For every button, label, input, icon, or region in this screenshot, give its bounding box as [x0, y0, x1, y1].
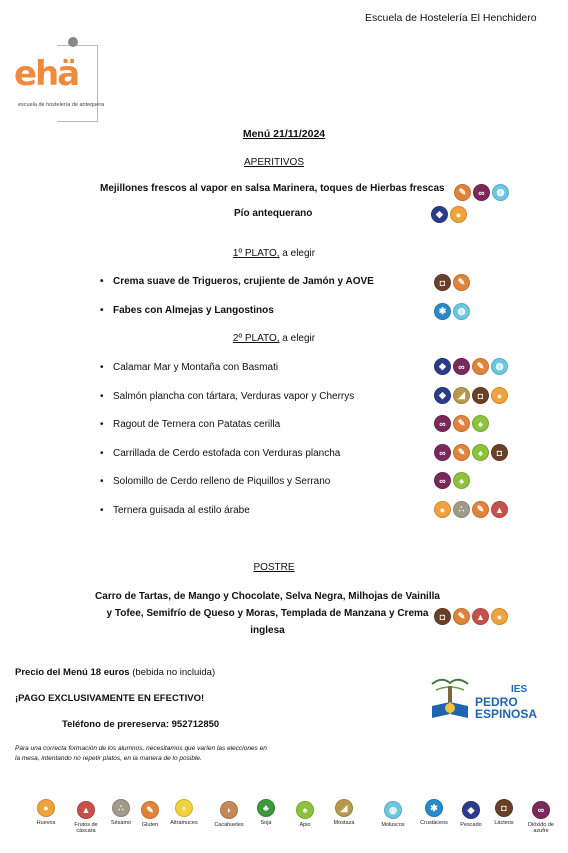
postre-allergens [434, 608, 508, 625]
gluten-icon: ✎ [141, 801, 159, 819]
legend-label: Cacahuetes [214, 822, 244, 828]
legend-label: Crustáceos [420, 820, 448, 826]
altramuces-icon: ∘ [175, 799, 193, 817]
legend-label: Apio [299, 822, 311, 828]
legend-item-apio [285, 801, 325, 828]
moluscos-icon: ◍ [492, 184, 509, 201]
menu-price-note: (bebida no incluida) [129, 667, 216, 678]
aperitivo-name-1: Pío antequerano [234, 208, 313, 219]
legend-label: Moluscos [381, 822, 405, 828]
aperitivos-heading-text: APERITIVOS [243, 157, 304, 168]
legend-item-crustaceos [414, 799, 454, 826]
crustaceos-icon: ✱ [434, 303, 451, 320]
plato2-allergens-5 [434, 501, 508, 518]
reservation-phone-label: Teléfono de prereserva: [62, 719, 172, 730]
logo-dot [68, 37, 78, 47]
plato2-name-1: • Salmón plancha con tártara, Verduras vapor y Cherrys [113, 391, 354, 402]
moluscos-icon: ◍ [384, 801, 402, 819]
plato2-allergens-3 [434, 444, 508, 461]
legend-label: Sésamo [110, 820, 132, 826]
plato2-name-2: • Ragout de Ternera con Patatas cerilla [113, 419, 280, 430]
pescado-icon: ◆ [462, 801, 480, 819]
legend-item-sulfitos [521, 801, 561, 834]
huevos-icon: ● [434, 501, 451, 518]
legend-label: Mostaza [333, 820, 355, 826]
gluten-icon: ✎ [453, 444, 470, 461]
crustaceos-icon: ✱ [425, 799, 443, 817]
moluscos-icon: ◍ [453, 303, 470, 320]
huevos-icon: ● [491, 387, 508, 404]
postre-description: Carro de Tartas, de Mango y Chocolate, Selva Negra, Milhojas de Vainilla y Tofee, Semifrío de Queso y Moras, Templada de Manzana y Crema inglesa [95, 591, 440, 636]
logo-text: ehä [14, 54, 79, 94]
plato2-name-4: • Solomillo de Cerdo relleno de Piquillos y Serrano [113, 476, 330, 487]
legend-item-mostaza [324, 799, 364, 826]
legend-label: Pescado [460, 822, 482, 828]
legend-item-frutos [66, 801, 106, 834]
plato2-name-0: • Calamar Mar y Montaña con Basmati [113, 362, 278, 373]
plato1-heading [0, 248, 548, 259]
legend-label: Gluten [141, 822, 159, 828]
huevos-icon: ● [491, 608, 508, 625]
legend-label: Soja [260, 820, 272, 826]
legend-label: Dióxido de azufre [528, 822, 554, 834]
aperitivo-allergens-0 [454, 184, 509, 201]
plato2-allergens-1 [434, 387, 508, 404]
aperitivo-name-0: Mejillones frescos al vapor en salsa Marinera, toques de Hierbas frescas [100, 183, 445, 194]
lacteos-icon: ◘ [472, 387, 489, 404]
legend-item-cacahuetes [209, 801, 249, 828]
gluten-icon: ✎ [453, 274, 470, 291]
lacteos-icon: ◘ [495, 799, 513, 817]
logo-subtitle: escuela de hostelería de antequera [18, 102, 105, 108]
plato2-allergens-4 [434, 472, 470, 489]
legend-item-soja [246, 799, 286, 826]
lacteos-icon: ◘ [434, 608, 451, 625]
sulfitos-icon: ∞ [434, 444, 451, 461]
student-note: Para una correcta formación de los alumnos, necesitamos que varíen las elecciones en la mesa, intentando no repetir platos, en la manera de lo posible. [15, 745, 267, 762]
reservation-phone [62, 719, 219, 730]
ies-name [475, 684, 537, 720]
apio-icon: ♠ [296, 801, 314, 819]
apio-icon: ♠ [472, 415, 489, 432]
lacteos-icon: ◘ [434, 274, 451, 291]
menu-price-bold: Precio del Menú 18 euros [15, 667, 130, 678]
huevos-icon: ● [37, 799, 55, 817]
plato2-heading-text: 2º PLATO, [232, 333, 280, 344]
postre-heading [0, 562, 548, 573]
plato1-name-1: • Fabes con Almejas y Langostinos [113, 305, 274, 316]
legend-item-moluscos [373, 801, 413, 828]
gluten-icon: ✎ [453, 415, 470, 432]
plato2-heading-suffix: a elegir [279, 333, 316, 344]
legend-label: Lácteos [494, 820, 514, 826]
sesamo-icon: ∴ [112, 799, 130, 817]
sulfitos-icon: ∞ [434, 472, 451, 489]
frutos-icon: ▲ [491, 501, 508, 518]
legend-item-lacteos [484, 799, 524, 826]
pescado-icon: ◆ [431, 206, 448, 223]
ies-line-1: IES [511, 684, 528, 695]
mostaza-icon: ◢ [453, 387, 470, 404]
postre-heading-text: POSTRE [253, 562, 295, 573]
pescado-icon: ◆ [434, 358, 451, 375]
sesamo-icon: ∴ [453, 501, 470, 518]
gluten-icon: ✎ [472, 501, 489, 518]
legend-label: Frutos de cáscara [74, 822, 98, 834]
plato2-name-3: • Carrillada de Cerdo estofada con Verduras plancha [113, 448, 340, 459]
frutos-icon: ▲ [77, 801, 95, 819]
soja-icon: ♣ [257, 799, 275, 817]
legend-item-huevos [26, 799, 66, 826]
menu-title: Menú 21/11/2024 [242, 128, 326, 140]
sulfitos-icon: ∞ [434, 415, 451, 432]
plato1-allergens-0 [434, 274, 470, 291]
mostaza-icon: ◢ [335, 799, 353, 817]
plato1-allergens-1 [434, 303, 470, 320]
ies-line-2: PEDRO [475, 695, 518, 709]
cacahuetes-icon: ◗ [220, 801, 238, 819]
plato2-name-5: • Ternera guisada al estilo árabe [113, 505, 250, 516]
sulfitos-icon: ∞ [532, 801, 550, 819]
menu-price [15, 667, 215, 678]
legend-label: Huevos [36, 820, 56, 826]
legend-label: Altramuces [170, 820, 198, 826]
sulfitos-icon: ∞ [473, 184, 490, 201]
huevos-icon: ● [450, 206, 467, 223]
gluten-icon: ✎ [454, 184, 471, 201]
ies-emblem-icon [428, 674, 473, 724]
pescado-icon: ◆ [434, 387, 451, 404]
gluten-icon: ✎ [472, 358, 489, 375]
plato2-heading [0, 333, 548, 344]
plato2-allergens-2 [434, 415, 489, 432]
legend-item-altramuces [164, 799, 204, 826]
plato1-heading-suffix: a elegir [279, 248, 316, 259]
school-name: Escuela de Hostelería El Henchidero [365, 12, 537, 24]
aperitivos-heading [0, 157, 548, 168]
ies-line-3: ESPINOSA [475, 707, 538, 721]
moluscos-icon: ◍ [491, 358, 508, 375]
gluten-icon: ✎ [453, 608, 470, 625]
frutos-icon: ▲ [472, 608, 489, 625]
plato2-allergens-0 [434, 358, 508, 375]
lacteos-icon: ◘ [491, 444, 508, 461]
plato1-heading-text: 1º PLATO, [232, 248, 280, 259]
plato1-name-0: • Crema suave de Trigueros, crujiente de Jamón y AOVE [113, 276, 374, 287]
sulfitos-icon: ∞ [453, 358, 470, 375]
apio-icon: ♠ [453, 472, 470, 489]
payment-notice: ¡PAGO EXCLUSIVAMENTE EN EFECTIVO! [15, 693, 205, 704]
aperitivo-allergens-1 [431, 206, 467, 223]
reservation-phone-number: 952712850 [171, 719, 220, 730]
apio-icon: ♠ [472, 444, 489, 461]
